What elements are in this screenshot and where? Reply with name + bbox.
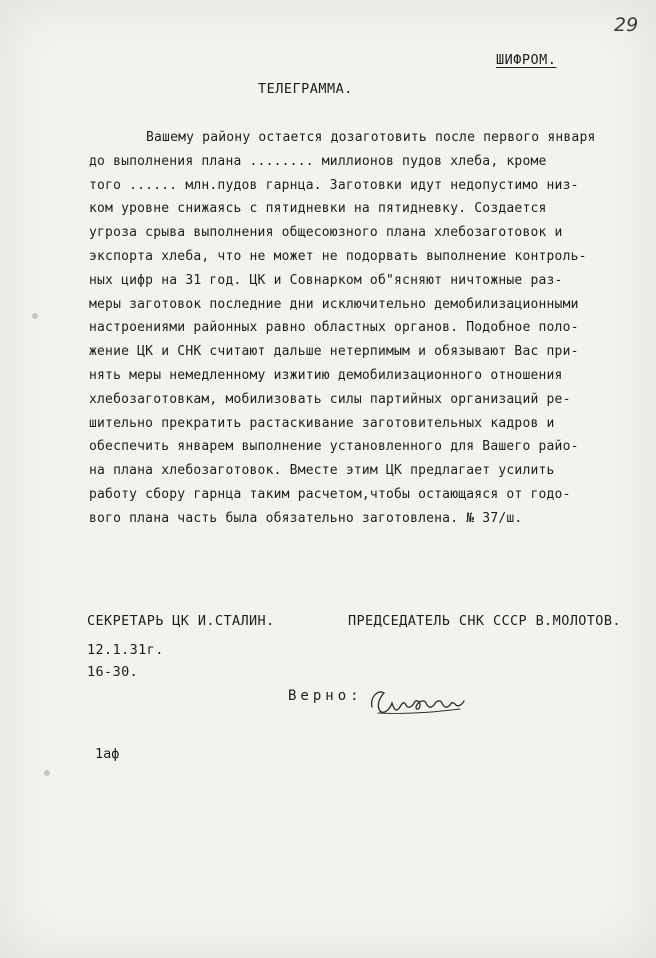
body-line: ных цифр на 31 год. ЦК и Совнарком об"ясняют ничтожные раз- — [89, 272, 563, 288]
body-line: шительно прекратить растаскивание заготовительных кадров и — [89, 415, 555, 431]
margin-hole — [32, 313, 38, 319]
body-line: хлебозаготовкам, мобилизовать силы партийных организаций ре- — [89, 391, 571, 407]
body-line: ком уровне снижаясь с пятидневки на пятидневку. Создается — [89, 201, 547, 217]
page-number: 29 — [614, 14, 639, 36]
body-line: Вашему району остается дозаготовить после первого января — [146, 130, 596, 145]
verified-label: Верно: — [288, 688, 363, 704]
signature-secretary: СЕКРЕТАРЬ ЦК И.СТАЛИН. — [87, 613, 275, 629]
body-line: того ...... млн.пудов гарнца. Заготовки идут недопустимо низ- — [89, 177, 579, 193]
body-line: угроза срыва выполнения общесоюзного плана хлебозаготовок и — [89, 225, 563, 241]
document-title: ТЕЛЕГРАММА. — [258, 81, 353, 97]
body-line: обеспечить январем выполнение установленного для Вашего райо- — [89, 439, 579, 455]
margin-hole — [44, 770, 50, 776]
telegram-body — [89, 126, 629, 531]
body-line: на плана хлебозаготовок. Вместе этим ЦК предлагает усилить — [89, 463, 555, 479]
copy-mark: 1аф — [95, 746, 120, 762]
signature-chairman: ПРЕДСЕДАТЕЛЬ СНК СССР В.МОЛОТОВ. — [348, 613, 621, 629]
body-line: нять меры немедленному изжитию демобилизационного отношения — [89, 367, 563, 383]
body-line: работу сбору гарнца таким расчетом,чтобы остающаяся от годо- — [89, 486, 571, 502]
handwritten-signature — [368, 683, 468, 717]
body-line: экспорта хлеба, что не может не подорвать выполнение контроль- — [89, 248, 587, 264]
body-line: жение ЦК и СНК считают дальше нетерпимым и обязывают Вас при- — [89, 344, 579, 360]
body-line: настроениями районных равно областных органов. Подобное поло- — [89, 320, 579, 336]
body-line: вого плана часть была обязательно заготовлена. № 37/ш. — [89, 510, 523, 526]
time-stamp: 16-30. — [87, 664, 139, 680]
date-stamp: 12.1.31г. — [87, 642, 164, 658]
body-line: до выполнения плана ........ миллионов пудов хлеба, кроме — [89, 153, 547, 169]
body-line: меры заготовок последние дни исключительно демобилизационными — [89, 296, 579, 312]
cipher-label: ШИФРОМ. — [496, 52, 557, 68]
